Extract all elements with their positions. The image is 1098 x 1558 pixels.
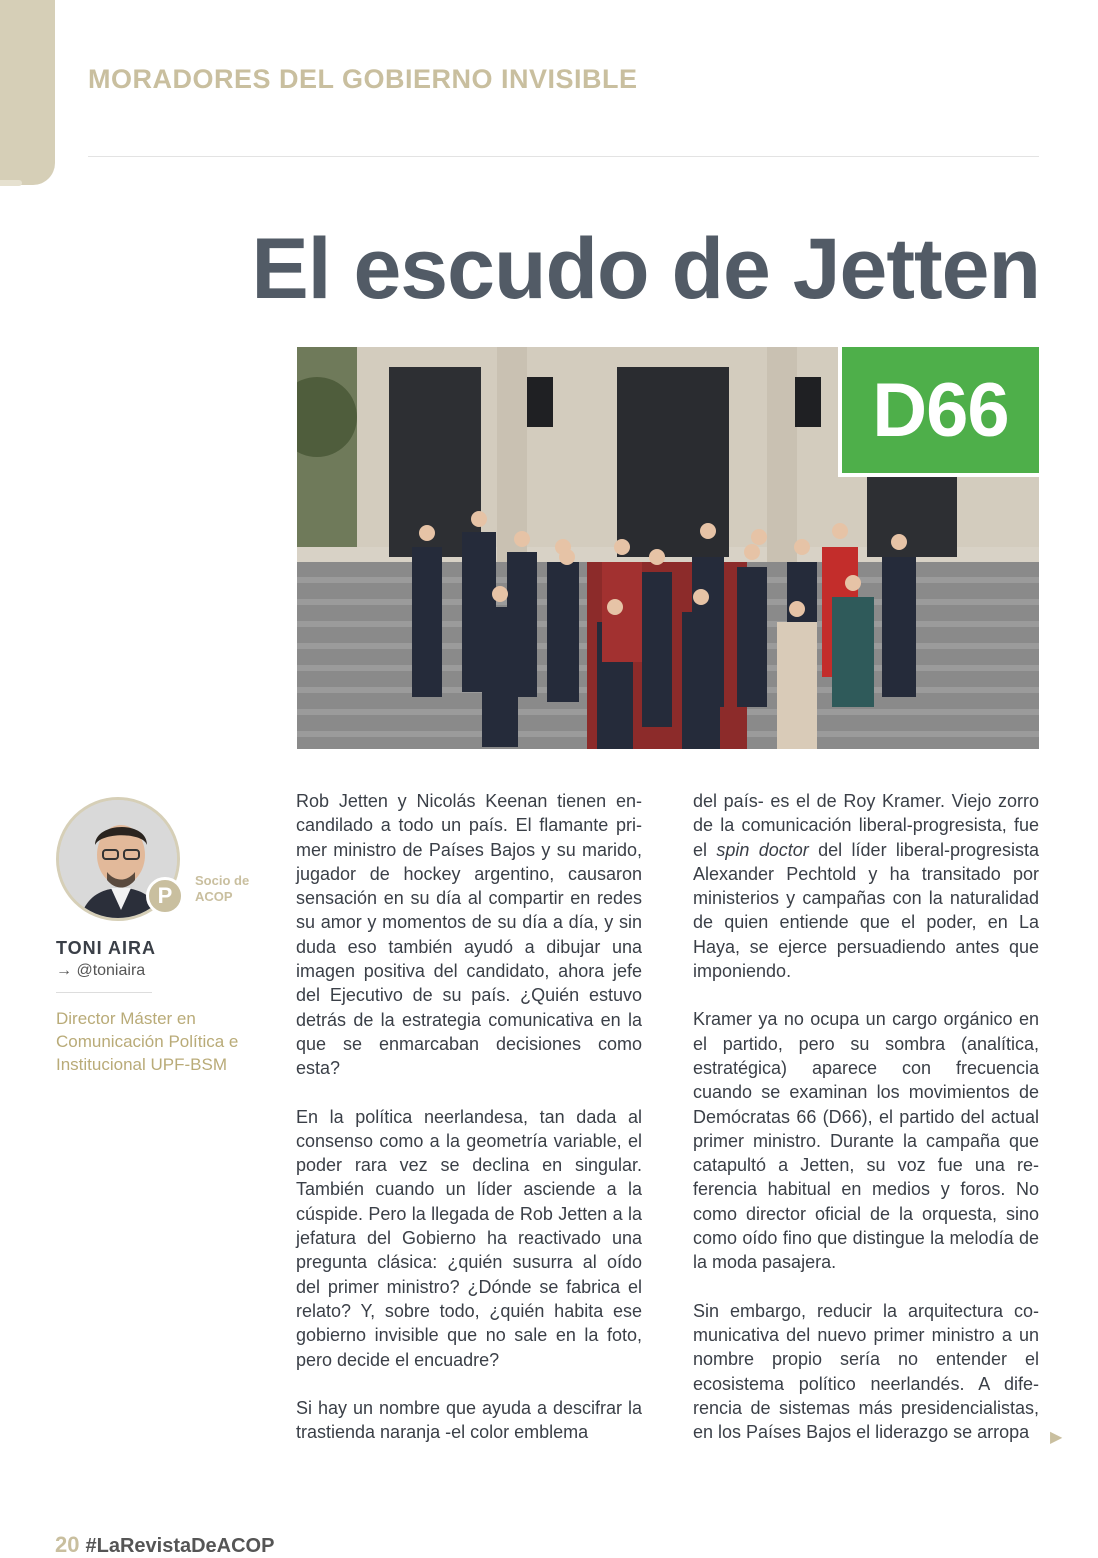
article-headline: El escudo de Jetten [251,221,1040,317]
continue-arrow-icon: ▶ [1050,1429,1063,1446]
page-footer [55,1532,274,1558]
paragraph: Rob Jetten y Nicolás Keenan tienen encandilado a todo un país. El flamante primer ministro de Países Bajos y su marido, jugador de hockey argentino, causaron sensación en su día al compartir en redes su amor y momentos de su día a día, y sin duda eso también ayudó a dibujar una imagen positiva del candidato, ahora jefe del Ejecutivo de su país. ¿Quién estuvo detrás de la estrategia comunicativa en la que se enmarcaban decisiones como esta? [296,791,642,1079]
paragraph: Sin embargo, reducir la arquitectura comunicativa del nuevo primer ministro a un nombre propio sería no entender el ecosistema político neerlandés. A diferencia de sistemas más presidencialistas, en los Países Bajos el liderazgo se arropa [693,1300,1039,1443]
author-divider [56,992,152,993]
footer-hashtag: #LaRevistaDeACOP [85,1535,275,1557]
acop-logo-icon: P [146,877,184,915]
paragraph: Si hay un nombre que ayuda a descifrar la trastienda naranja -el color emblema [296,1397,642,1443]
author-role: Director Máster en Comunicación Política e Institucional UPF-BSM [56,1009,239,1074]
paragraph: del país- es el de Roy Kramer. Viejo zorro de la comunicación liberal-progresista, fue el spin doctor del líder liberal-progresista Alexander Pechtold y ha transitado por ministerios y campañas con la naturalidad de quien entiende que el poder, en La Haya, se ejerce persuadiendo antes que imponiendo. [693,791,1039,982]
member-label: Socio de ACOP [195,873,250,904]
section-title: MORADORES DEL GOBIERNO INVISIBLE [88,64,638,94]
author-twitter-handle[interactable]: → @toniaira [56,962,146,979]
paragraph: Kramer ya no ocupa un cargo orgánico en el partido, pero su sombra (analítica, estratégica) aparece con frecuencia cuando se examinan los movimientos de Demócratas 66 (D66), el partido del actual primer ministro. Durante la campaña que catapultó a Jetten, su voz fue una referencia habitual en medios y foros. No como director oficial de la orquesta, sino como oído fino que distingue la melodía de la moda pasajera. [693,1009,1039,1273]
article-column-left [296,789,642,1468]
paragraph: En la política neerlandesa, tan dada al consenso como a la geometría variable, el poder rara vez se declina en singular. También cuando un líder asciende a la cúspide. Pero la llegada de Rob Jetten a la jefatura del Gobierno ha reactivado una pregunta clásica: ¿quién susurra al oído del primer ministro? ¿Dónde se fabrica el relato? Y, sobre todo, ¿quién habita ese gobierno invisible que no sale en la foto, pero decide el encuadre? [296,1106,642,1370]
party-logo-badge [838,347,1039,477]
author-name: TONI AIRA [56,938,157,958]
party-logo-text: D66 [872,367,1009,453]
corner-tab-line [0,180,22,186]
corner-tab [0,0,55,185]
article-column-right [693,789,1039,1468]
page-number: 20 [55,1532,80,1557]
header-divider [88,156,1039,157]
